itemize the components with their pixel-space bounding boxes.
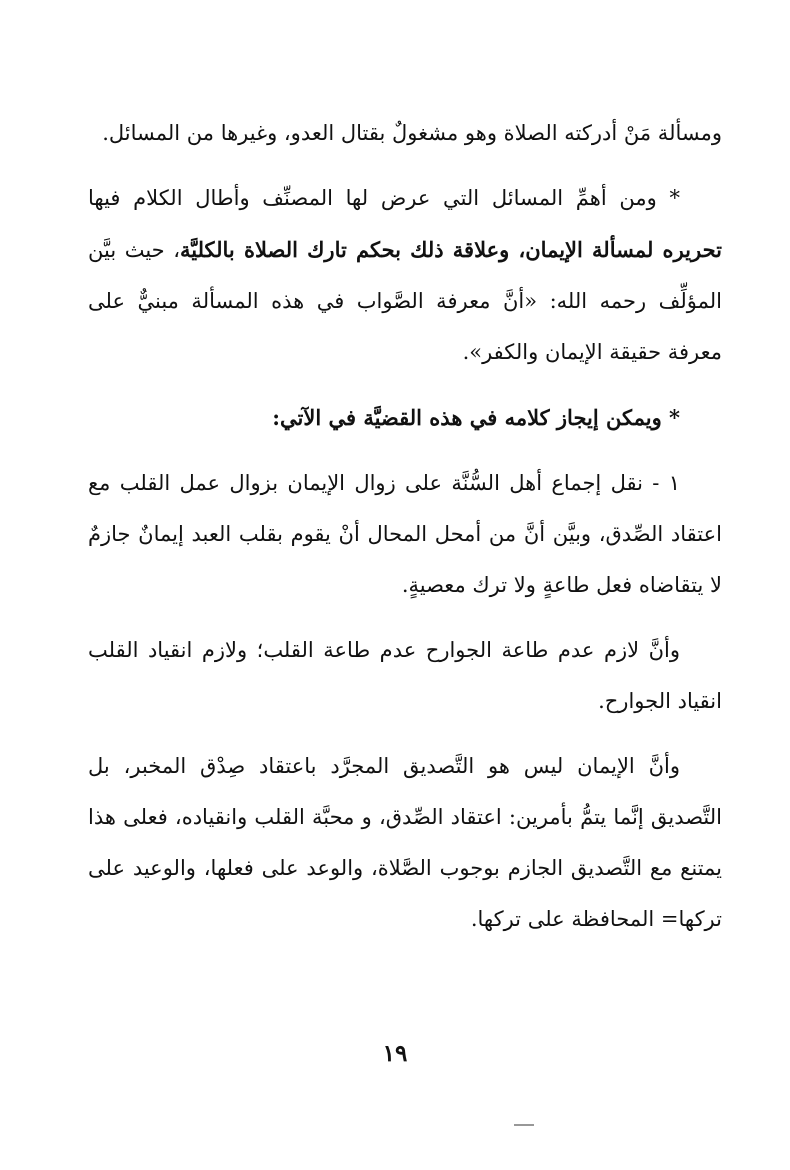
text-segment: وأنَّ الإيمان ليس هو التَّصديق المجرَّد باعتقاد صِدْق المخبر، بل التَّصديق إنَّما يتمُّ بأمرين: اعتقاد الصِّدق، و محبَّة القلب وانقياده، فعلى هذا يمتنع مع التَّصديق الجازم بوجوب الصَّلاة، والوعد على فعلها، والوعيد على تركها= المحافظة على تركها. <box>88 754 722 931</box>
paragraph-5 <box>88 625 722 727</box>
text-segment-bold: * ويمكن إيجاز كلامه في هذه القضيَّة في الآتي: <box>272 405 680 430</box>
text-segment: ، حيث بيَّن المؤلِّف رحمه الله: «أنَّ معرفة الصَّواب في هذه المسألة مبنيٌّ على معرفة حقيقة الإيمان والكفر». <box>88 238 722 364</box>
text-segment: وأنَّ لازم عدم طاعة الجوارح عدم طاعة القلب؛ ولازم انقياد القلب انقياد الجوارح. <box>88 638 722 713</box>
paragraph-6 <box>88 741 722 945</box>
paragraph-4 <box>88 458 722 611</box>
paragraph-3 <box>88 392 722 444</box>
body-text <box>88 108 722 945</box>
paragraph-2 <box>88 173 722 378</box>
text-segment: ١ - نقل إجماع أهل السُّنَّة على زوال الإيمان بزوال عمل القلب مع اعتقاد الصِّدق، وبيَّن أنَّ من أمحل المحال أنْ يقوم بقلب العبد إيمانٌ جازمٌ لا يتقاضاه فعل طاعةٍ ولا ترك معصيةٍ. <box>88 471 722 597</box>
text-segment: * ومن أهمِّ المسائل التي عرض لها المصنِّف وأطال الكلام فيها <box>88 186 680 210</box>
text-segment-bold: تحريره لمسألة الإيمان، وعلاقة ذلك بحكم تارك الصلاة بالكليَّة <box>179 237 722 262</box>
paragraph-1 <box>88 108 722 159</box>
text-segment: ومسألة مَنْ أدركته الصلاة وهو مشغولٌ بقتال العدو، وغيرها من المسائل. <box>102 121 722 145</box>
scan-speck <box>514 1124 534 1126</box>
page-number: ١٩ <box>382 1040 408 1067</box>
